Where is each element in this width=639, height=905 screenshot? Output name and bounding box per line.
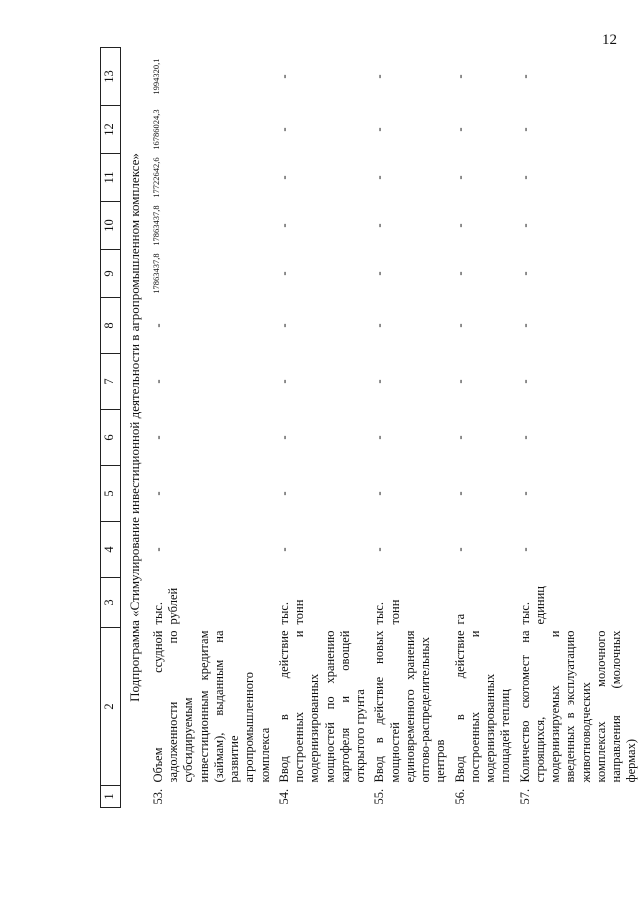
cell-value: - [372,223,387,228]
cell-value: - [372,435,387,440]
row-number: 55. [372,788,387,805]
column-header: 7 [101,354,121,410]
table-row [149,48,275,808]
cell-value: - [452,74,467,79]
cell-value: - [150,491,165,496]
column-header: 4 [101,522,121,578]
row-number: 53. [150,788,165,805]
column-header: 12 [101,106,121,154]
cell-value: - [517,271,532,276]
row-unit: тыс. тонн [372,599,402,625]
cell-value: - [276,323,291,328]
row-unit: тыс. рублей [150,587,181,625]
cell-value: 16786024,3 [150,109,161,150]
cell-value: - [276,223,291,228]
row-unit: тыс. единиц [517,585,547,625]
cell-value: - [372,379,387,384]
cell-value: - [276,271,291,276]
row-description: Ввод в действие построенных и модернизированных мощностей по хранению картофеля и овощей открытого грунта [276,630,368,783]
cell-value: - [276,175,291,180]
cell-value: - [372,175,387,180]
table-row [516,48,639,808]
subprogram-title: Подпрограмма «Стимулирование инвестиционной деятельности в агропромышленном комплексе» [127,153,142,702]
rotated-table-container [100,58,639,808]
subprogram-row [121,48,149,808]
column-header: 11 [101,154,121,202]
column-header: 10 [101,202,121,250]
cell-value: - [517,223,532,228]
row-number: 57. [517,788,532,805]
cell-value: - [372,271,387,276]
cell-value: - [276,435,291,440]
cell-value: 17863437,8 [150,253,161,294]
row-description: Ввод в действие новых мощностей единовременного хранения оптово-распределительных центров [372,630,448,783]
row-description: Объем ссудной задолженности по субсидируемым инвестиционным кредитам (займам), выданным на развитие агропромышленного комплекса [150,630,272,783]
cell-value: - [276,127,291,132]
cell-value: - [150,379,165,384]
column-header: 9 [101,250,121,298]
cell-value: - [372,323,387,328]
cell-value: - [517,379,532,384]
row-description: Ввод в действие построенных и модернизированных площадей теплиц [452,630,513,783]
cell-value: - [452,547,467,552]
column-header: 6 [101,410,121,466]
column-header: 8 [101,298,121,354]
cell-value: - [517,435,532,440]
cell-value: - [276,491,291,496]
page-number: 12 [602,32,617,48]
cell-value: - [452,435,467,440]
table-row [451,48,516,808]
cell-value: - [452,223,467,228]
cell-value: - [517,74,532,79]
column-header: 1 [101,786,121,808]
column-header: 2 [101,628,121,786]
cell-value: - [517,547,532,552]
row-unit: тыс. тонн [276,599,307,625]
cell-value: - [517,491,532,496]
cell-value: - [372,491,387,496]
cell-value: - [150,323,165,328]
row-description: Количество скотомест на строящихся, модернизируемых и введенных в эксплуатацию животноводческих комплексах молочного направления (молочных фермах) [517,630,639,783]
cell-value: - [452,175,467,180]
row-number: 56. [452,788,467,805]
row-unit: га [452,613,467,625]
cell-value: - [276,379,291,384]
cell-value: - [517,127,532,132]
cell-value: 17722642,6 [150,157,161,198]
indicators-table [100,47,639,808]
cell-value: - [452,379,467,384]
cell-value: - [276,74,291,79]
cell-value: - [517,323,532,328]
row-number: 54. [276,788,291,805]
cell-value: - [517,175,532,180]
cell-value: - [372,127,387,132]
cell-value: - [452,271,467,276]
cell-value: - [452,127,467,132]
table-row [275,48,371,808]
cell-value: - [372,74,387,79]
cell-value: - [150,547,165,552]
cell-value: 1994320,1 [150,58,161,95]
cell-value: - [452,491,467,496]
cell-value: - [452,323,467,328]
column-header: 5 [101,466,121,522]
cell-value: 17863437,8 [150,205,161,246]
cell-value: - [276,547,291,552]
cell-value: - [372,547,387,552]
column-header: 13 [101,48,121,106]
column-header: 3 [101,578,121,628]
cell-value: - [150,435,165,440]
table-row [370,48,450,808]
header-row [101,48,121,808]
